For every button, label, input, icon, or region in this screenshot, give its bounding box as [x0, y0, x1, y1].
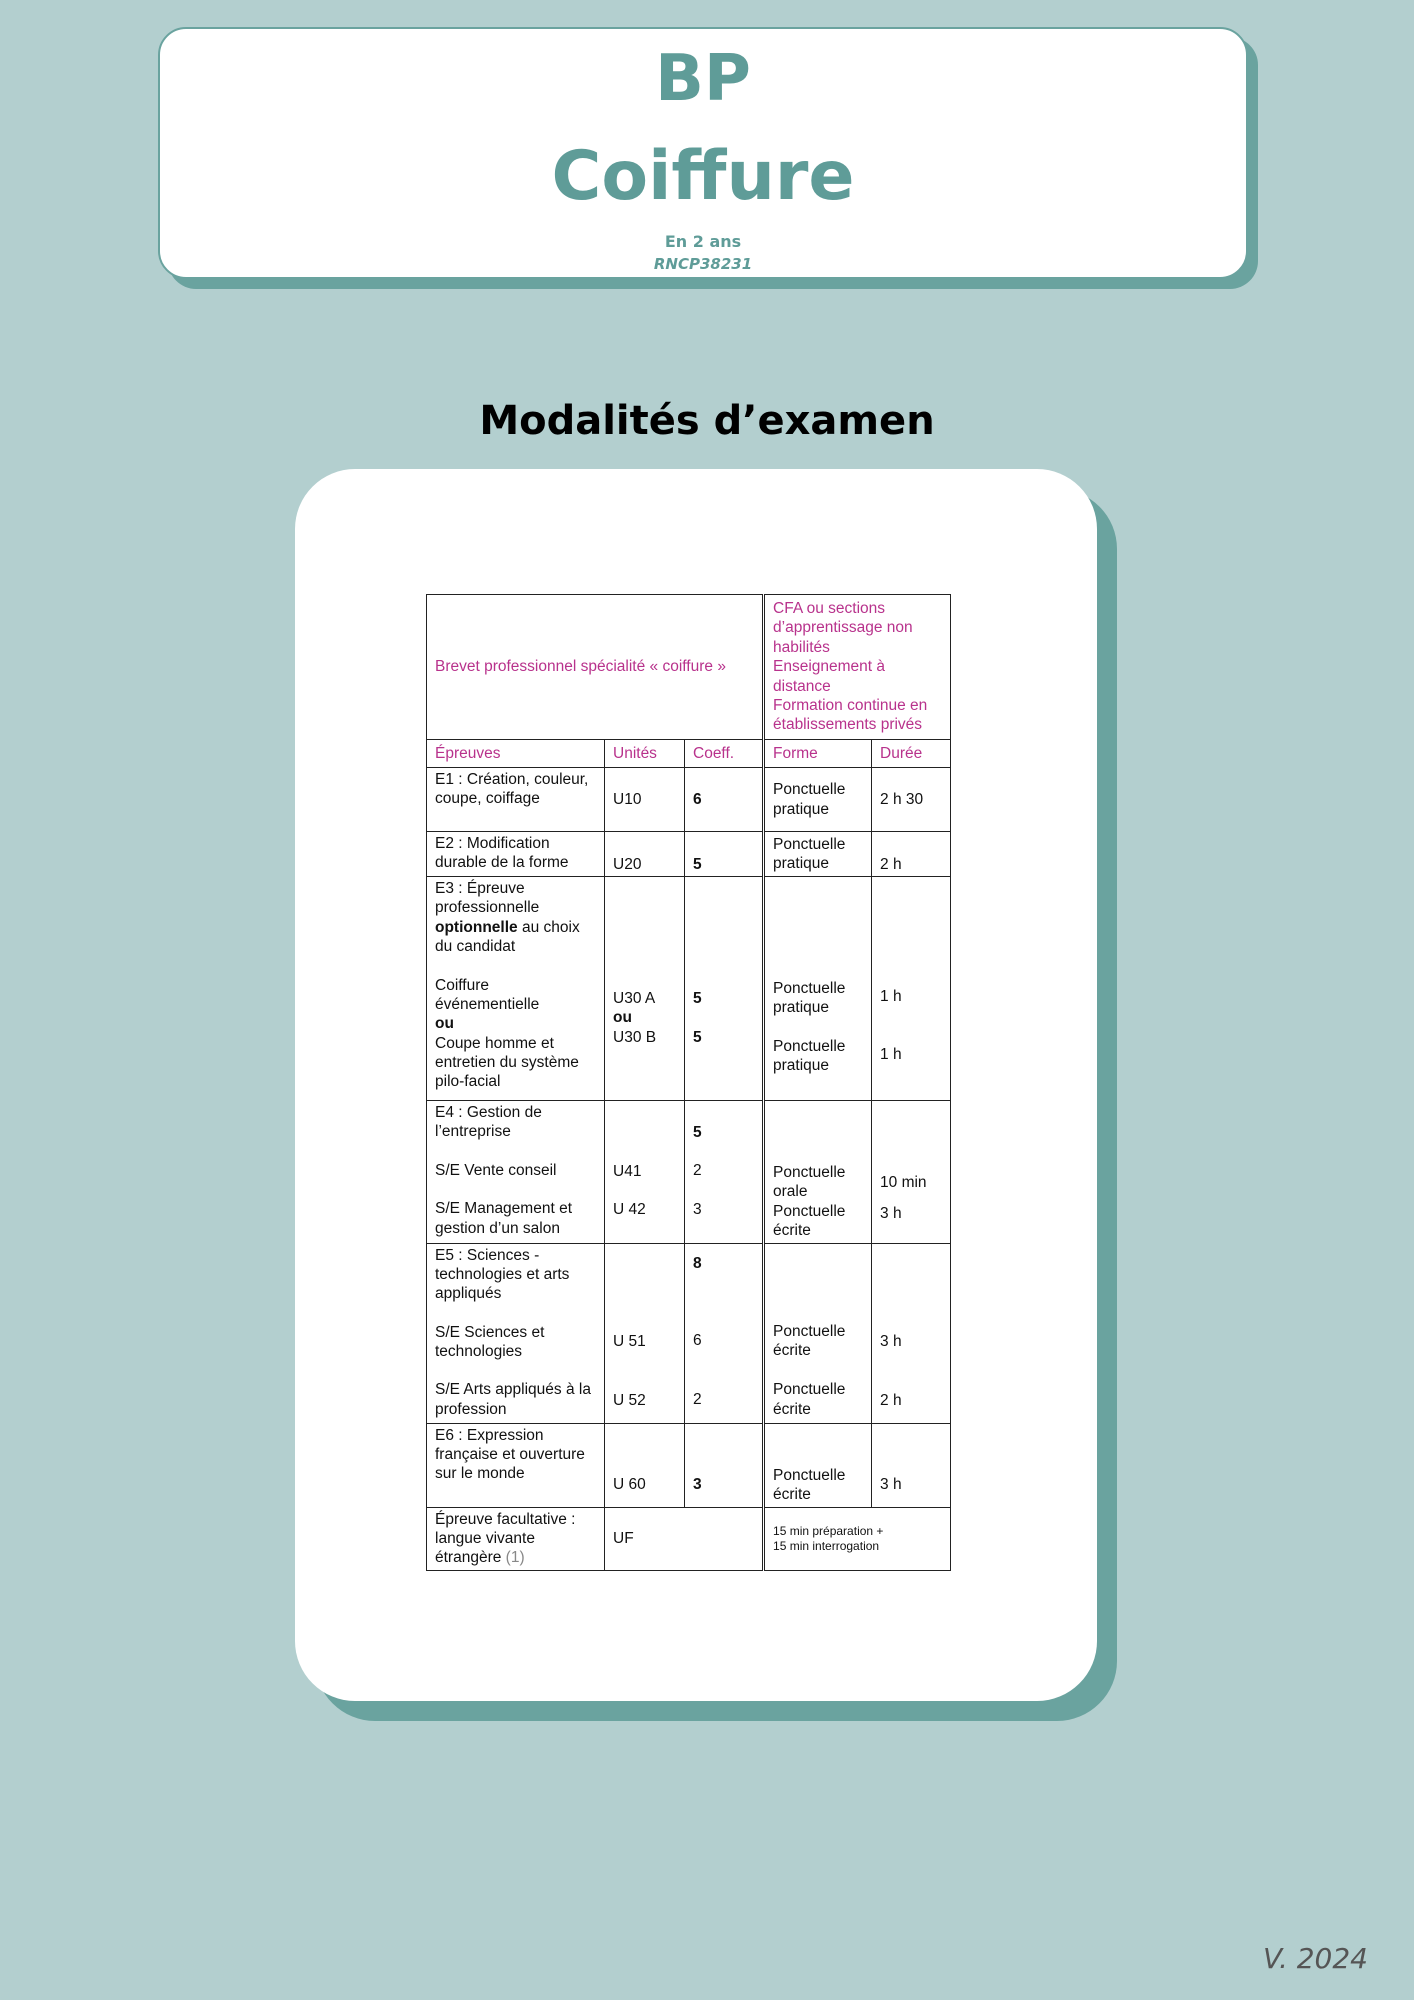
unit-e5: U 51 U 52 [605, 1243, 685, 1423]
coeff-e1: 6 [685, 768, 763, 832]
title-bp: BP [655, 42, 751, 116]
duree-e6: 3 h [872, 1423, 951, 1507]
forme-e2: Ponctuelle pratique [765, 832, 872, 877]
section-title: Modalités d’examen [479, 398, 935, 444]
epreuve-e5: E5 : Sciences - technologies et arts appliqués S/E Sciences et technologies S/E Arts appliqués à la profession [427, 1243, 605, 1423]
exam-card [295, 469, 1097, 1701]
duree-e3: 1 h 1 h [872, 877, 951, 1101]
candidate-category: CFA ou sections d’apprentissage non habilités Enseignement à distance Formation continue en établissements privés [765, 595, 951, 740]
exam-table [426, 594, 951, 1571]
col-header-epreuves: Épreuves [427, 739, 605, 767]
table-row [427, 1101, 951, 1244]
unit-e2: U20 [605, 832, 685, 877]
coeff-e2: 5 [685, 832, 763, 877]
table-row [427, 1243, 951, 1423]
forme-e6: Ponctuelle écrite [765, 1423, 872, 1507]
duree-e1: 2 h 30 [872, 768, 951, 832]
forme-e4: Ponctuelle orale Ponctuelle écrite [765, 1101, 872, 1244]
table-row [427, 832, 951, 877]
title-coiffure: Coiffure [551, 137, 855, 216]
epreuve-e3: E3 : Épreuve professionnelle optionnelle au choix du candidat Coiffure événementielle ou Coupe homme et entretien du système pilo-facial [427, 877, 605, 1101]
table-row [427, 1423, 951, 1507]
col-header-duree: Durée [872, 739, 951, 767]
epreuve-facultative: Épreuve facultative : langue vivante étrangère (1) [427, 1507, 605, 1570]
unit-e6: U 60 [605, 1423, 685, 1507]
epreuve-e4: E4 : Gestion de l’entreprise S/E Vente conseil S/E Management et gestion d’un salon [427, 1101, 605, 1244]
version-label: V. 2024 [1263, 1942, 1368, 1975]
duree-e2: 2 h [872, 832, 951, 877]
duree-e4: 10 min 3 h [872, 1101, 951, 1244]
epreuve-e1: E1 : Création, couleur, coupe, coiffage [427, 768, 605, 832]
table-row [427, 877, 951, 1101]
coeff-e6: 3 [685, 1423, 763, 1507]
coeff-e4: 5 2 3 [685, 1101, 763, 1244]
diploma-label: Brevet professionnel spécialité « coiffure » [427, 595, 763, 740]
forme-e1: Ponctuelle pratique [765, 768, 872, 832]
coeff-e3: 5 5 [685, 877, 763, 1101]
duree-e5: 3 h 2 h [872, 1243, 951, 1423]
header-card [158, 27, 1248, 279]
duration-label: En 2 ans [664, 232, 742, 251]
unit-e3: U30 A ou U30 B [605, 877, 685, 1101]
coeff-e5: 8 6 2 [685, 1243, 763, 1423]
col-header-forme: Forme [765, 739, 872, 767]
unit-e1: U10 [605, 768, 685, 832]
forme-e3: Ponctuelle pratique Ponctuelle pratique [765, 877, 872, 1101]
forme-e5: Ponctuelle écrite Ponctuelle écrite [765, 1243, 872, 1423]
epreuve-e6: E6 : Expression française et ouverture sur le monde [427, 1423, 605, 1507]
table-row [427, 768, 951, 832]
unit-facultative: UF [605, 1507, 763, 1570]
epreuve-e2: E2 : Modification durable de la forme [427, 832, 605, 877]
col-header-unites: Unités [605, 739, 685, 767]
modalite-facultative: 15 min préparation + 15 min interrogation [765, 1507, 951, 1570]
col-header-coeff: Coeff. [685, 739, 763, 767]
unit-e4: U41 U 42 [605, 1101, 685, 1244]
table-row [427, 1507, 951, 1570]
rncp-code: RNCP38231 [653, 255, 753, 273]
